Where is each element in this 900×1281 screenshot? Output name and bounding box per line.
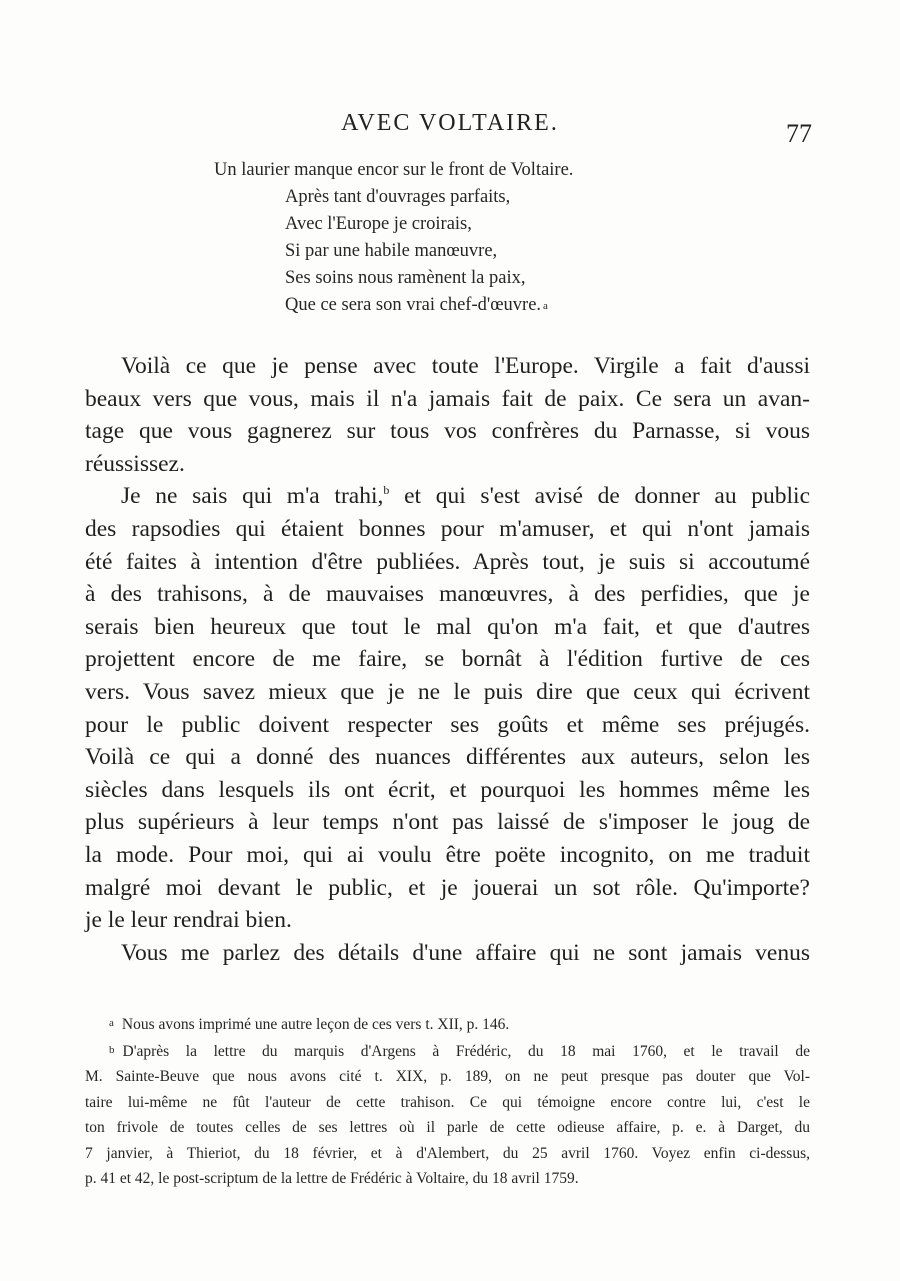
poem-line: [285, 211, 472, 238]
text-line: été faites à intention d'être publiées. Après tout, je suis si accoutumé: [85, 548, 810, 575]
footnote-line: M. Sainte-Beuve que nous avons cité t. XIX, p. 189, on ne peut presque pas douter que Vol-: [85, 1068, 810, 1085]
poem-line-text: Après tant d'ouvrages parfaits,: [285, 187, 511, 207]
footnote-line: p. 41 et 42, le post-scriptum de la lettre de Frédéric à Voltaire, du 18 avril 1759.: [85, 1170, 579, 1187]
text-line: réussissez.: [85, 450, 185, 477]
poem-line: [285, 238, 497, 265]
footnotes: [85, 1011, 810, 1192]
text-line: beaux vers que vous, mais il n'a jamais fait de paix. Ce sera un avan-: [85, 385, 810, 412]
footnote-line: [85, 1038, 810, 1065]
text-line: la mode. Pour moi, qui ai voulu être poëte incognito, on me traduit: [85, 841, 810, 868]
poem-line-text: Si par une habile manœuvre,: [285, 241, 498, 261]
paragraph: [85, 350, 810, 480]
text-line: malgré moi devant le public, et je jouerai un sot rôle. Qu'importe?: [85, 874, 810, 901]
footnote-reference: b: [383, 483, 390, 498]
text-line: à des trahisons, à de mauvaises manœuvres, à des perfidies, que je: [85, 581, 810, 608]
footnote-line: 7 janvier, à Thieriot, du 18 février, et à d'Alembert, du 25 avril 1760. Voyez enfin ci-dessus,: [85, 1144, 810, 1162]
footnote-line: [85, 1011, 810, 1038]
poem-line: [285, 265, 525, 292]
text-line: siècles dans lesquels ils ont écrit, et pourquoi les hommes même les: [85, 776, 810, 803]
running-title: AVEC VOLTAIRE.: [341, 110, 559, 136]
text-line: [85, 480, 810, 513]
text-line: pour le public doivent respecter ses goûts et même ses préjugés.: [85, 711, 810, 738]
poem-line: [285, 292, 548, 319]
text-line: Voilà ce que je pense avec toute l'Europe. Virgile a fait d'aussi: [121, 353, 810, 379]
text-line: serais bien heureux que tout le mal qu'on m'a fait, et que d'autres: [85, 613, 810, 640]
poem-line: [285, 184, 510, 211]
page-number: 77: [786, 119, 812, 148]
text-line: plus supérieurs à leur temps n'ont pas laissé de s'imposer le joug de: [85, 809, 810, 836]
footnote-line: taire lui-même ne fût l'auteur de cette trahison. Ce qui témoigne encore contre lui, c'est le: [85, 1093, 810, 1111]
footnote-text: Nous avons imprimé une autre leçon de ces vers t. XII, p. 146.: [121, 1016, 510, 1033]
text-line: des rapsodies qui étaient bonnes pour m'amuser, et qui n'ont jamais: [85, 515, 810, 542]
poem-line-text: Que ce sera son vrai chef-d'œuvre.: [285, 295, 542, 315]
poem-line-text: Avec l'Europe je croirais,: [285, 214, 472, 234]
footnote-letter: b: [109, 1043, 115, 1056]
footnote-line: ton frivole de toutes celles de ses lettres où il parle de cette odieuse affaire, p. e. à Darget, du: [85, 1119, 810, 1136]
footnote-text: D'après la lettre du marquis d'Argens à Frédéric, du 18 mai 1760, et le travail de: [122, 1042, 810, 1060]
footnote-b: [85, 1038, 810, 1192]
text-line: je le leur rendrai bien.: [85, 907, 292, 934]
text-line: vers. Vous savez mieux que je ne le puis dire que ceux qui écrivent: [85, 678, 810, 705]
text-line: projettent encore de me faire, se bornât à l'édition furtive de ces: [85, 646, 810, 673]
poem-line-text: Un laurier manque encor sur le front de Voltaire.: [214, 160, 574, 180]
poem-line: [214, 157, 573, 184]
footnote-letter: a: [109, 1017, 114, 1029]
footnote-a: [85, 1011, 810, 1038]
paragraph: [85, 937, 810, 970]
text-segment: et qui s'est avisé de donner au public: [389, 483, 810, 510]
text-line: tage que vous gagnerez sur tous vos confrères du Parnasse, si vous: [85, 418, 810, 445]
text-line: Voilà ce qui a donné des nuances différentes aux auteurs, selon les: [85, 744, 810, 771]
text-line: Vous me parlez des détails d'une affaire qui ne sont jamais venus: [121, 939, 810, 966]
main-text: [85, 350, 810, 969]
poem-line-text: Ses soins nous ramènent la paix,: [285, 268, 526, 288]
text-segment: Je ne sais qui m'a trahi,: [121, 483, 384, 510]
paragraph: [85, 480, 810, 936]
footnote-marker: a: [543, 300, 548, 312]
